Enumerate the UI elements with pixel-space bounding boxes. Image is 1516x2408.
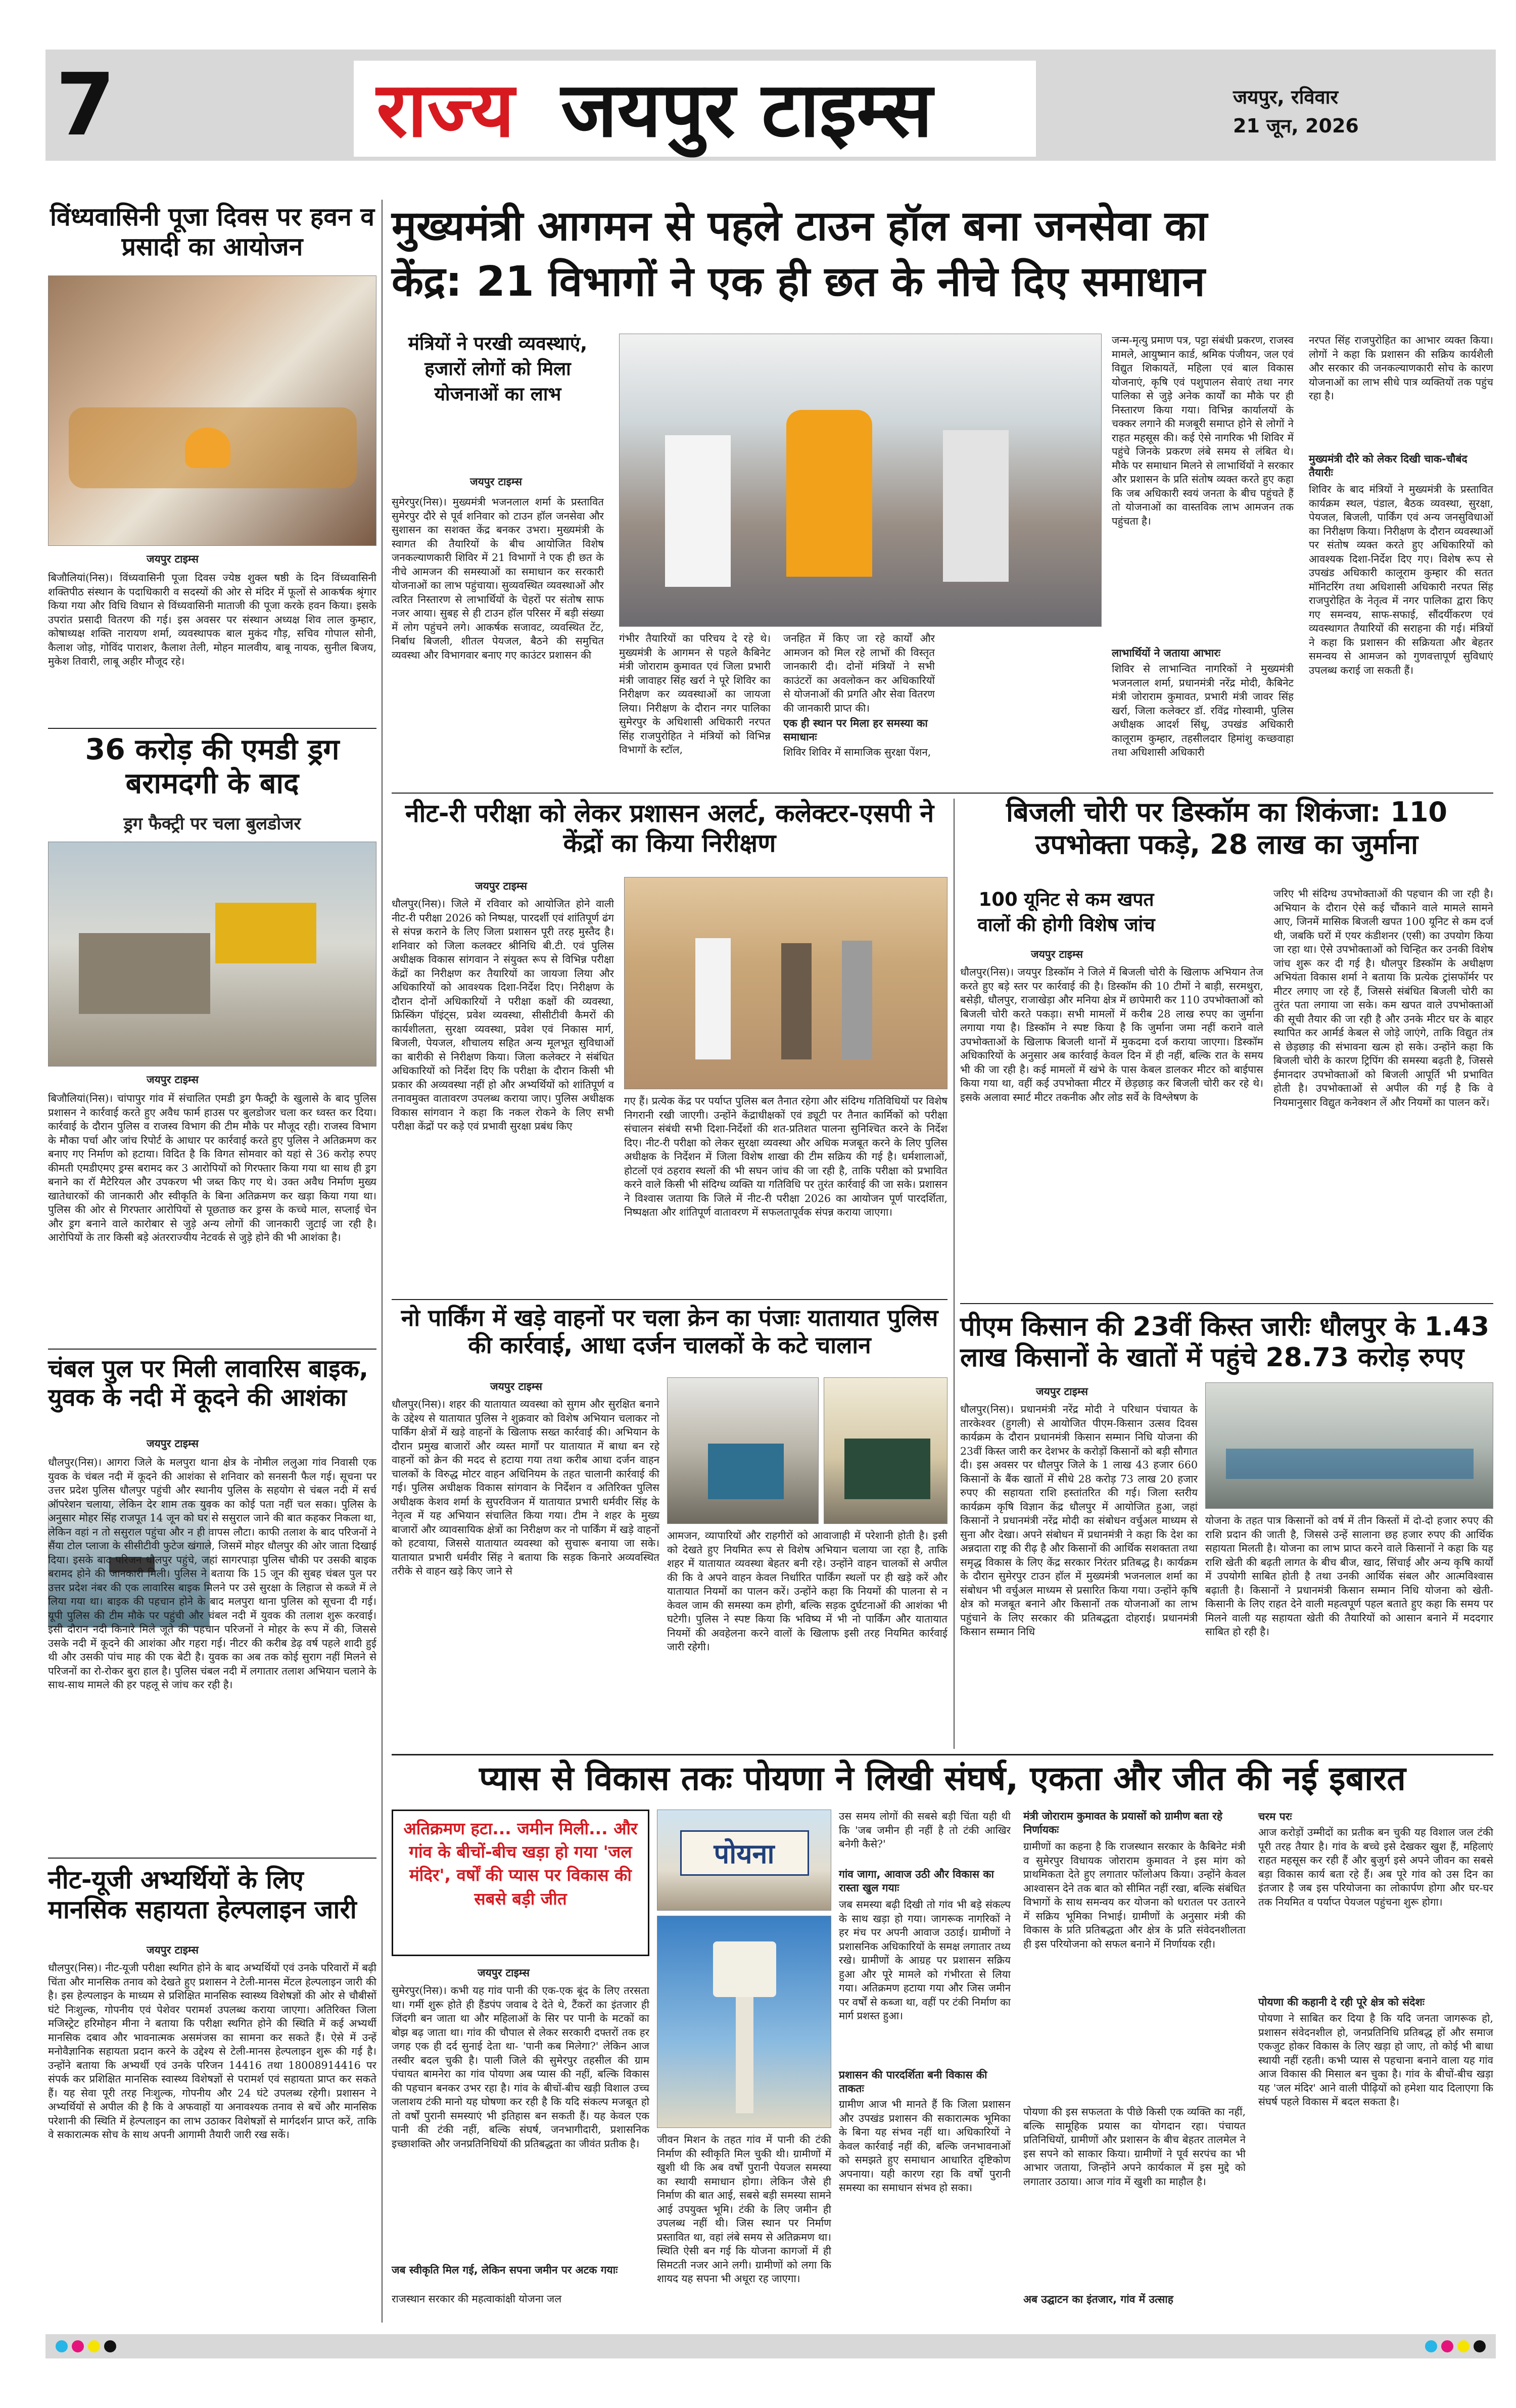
s1-body: बिजौलियां(निस)। विंध्यवासिनी पूजा दिवस ज्येष्ठ शुक्ल षष्ठी के दिन विंध्यवासिनी शक्तिपीठ संस्थान के पदाधिकारी व सदस्यों की ओर से मंदिर में फूलों से आकर्षक श्रृंगार किया गया और विधि विधान से विंध्यवासिनी माताजी की पूजा करके हवन किया। इसके उपरांत प्रसादी वितरण की गई। इस अवसर पर संस्थान अध्यक्ष शिव लाल कुम्हार, कोषाध्यक्ष शक्ति नारायण शर्मा, व्यवस्थापक बाल मुकंद गौड़, सचिव गोपाल सोनी, कैलाश जोड़, गोविंद पाराशर, कैलाश तेली, मोहन मालवीय, बाबू नायक, सुनील बिजय, मुकेश तिवारी, लाबू अहीर मौजूद रहे। (48, 572, 376, 667)
divider (48, 1349, 376, 1350)
poyana-col4b: पोयणा ने साबित कर दिया है कि यदि जनता जागरूक हो, प्रशासन संवेदनशील हो, जनप्रतिनिधि प्रतिबद्ध हों और समाज एकजुट होकर विकास के लिए खड़ा हो जाए, तो कोई भी बाधा स्थायी नहीं रहती। कभी प्यास से पहचाना बनाने वाला यह गांव आज विकास की मिसाल बन चुका है। गांव के बीचों-बीच खड़ा यह 'जल मंदिर' आने वाली पीढ़ियों को हमेशा याद दिलाएगा कि संघर्ष पहले विकास में बदल सकता है। (1258, 2012, 1493, 2108)
poyana-col4: आज करोड़ों उम्मीदों का प्रतीक बन चुकी यह विशाल जल टंकी पूरी तरह तैयार है। गांव के बच्चे इसे देखकर खुश हैं, महिलाएं राहत महसूस कर रही हैं और बुजुर्ग इसे अपने जीवन का सबसे बड़ा विकास कार्य बता रहे हैं। अब पूरे गांव को उस दिन का इंतजार है जब इस परियोजना का लोकार्पण होगा और घर-घर तक नियमित व पर्याप्त पेयजल पहुंचना शुरू होगा। (1258, 1826, 1493, 1908)
lead-col4b: शिविर से लाभान्वित नागरिकों ने मुख्यमंत्री भजनलाल शर्मा, प्रधानमंत्री नरेंद्र मोदी, कैबिनेट मंत्री जोराराम कुमावत, प्रभारी मंत्री जावर सिंह खर्रा, जिला कलेक्टर डॉ. रविंद्र गोस्वामी, पुलिस अधीक्षक आदर्श सिंधू, उपखंड अधिकारी कालूराम कुम्हार, तहसीलदार हिमांशु कच्छवाहा तथा अधिशासी अधिकारी (1112, 663, 1294, 758)
neet-col2: गए हैं। प्रत्येक केंद्र पर पर्याप्त पुलिस बल तैनात रहेगा और संदिग्ध गतिविधियों पर विशेष निगरानी रखी जाएगी। उन्होंने केंद्राधीक्षकों एवं ड्यूटी पर तैनात कार्मिकों को परीक्षा संचालन संबंधी सभी दिशा-निर्देशों की शत-प्रतिशत पालना सुनिश्चित करने के निर्देश दिए। नीट-री परीक्षा को लेकर सुरक्षा व्यवस्था और अधिक मजबूत करने के लिए पुलिस अधीक्षक के निर्देशन में जिला विशेष शाखा की टीम सक्रिय की गई है। धर्मशालाओं, होटलों एवं ठहराव स्थलों की भी सघन जांच की जा रही है, ताकि परीक्षा को प्रभावित करने वाले किसी भी संदिग्ध व्यक्ति या गतिविधि पर तुरंत कार्रवाई की जा सके। प्रशासन ने विश्वास जताया कि जिले में नीट-री परीक्षा 2026 का आयोजन पूर्ण पारदर्शिता, निष्पक्षता और शांतिपूर्ण वातावरण में सफलतापूर्वक संपन्न कराया जाएगा। (624, 1095, 947, 1218)
divider (960, 1303, 1493, 1304)
poyana-col2: उस समय लोगों की सबसे बड़ी चिंता यही थी कि 'जब जमीन ही नहीं है तो टंकी आखिर बनेगी कैसे?' (839, 1810, 1011, 1850)
townhall-photo (619, 334, 1102, 627)
poyana-caption: जीवन मिशन के तहत गांव में पानी की टंकी निर्माण की स्वीकृति मिल चुकी थी। ग्रामीणों में खुशी थी कि अब वर्षों पुरानी पेयजल समस्या का स्थायी समाधान होगा। लेकिन जैसे ही निर्माण की बात आई, सबसे बड़ी समस्या सामने आई उपयुक्त भूमि। टंकी के लिए जमीन ही उपलब्ध नहीं थी। जिस स्थान पर निर्माण प्रस्तावित था, वहां लंबे समय से अतिक्रमण था। स्थिति ऐसी बन गई कि योजना कागजों में ही सिमटती नजर आने लगी। ग्रामीणों को लगा कि शायद यह सपना भी अधूरा रह जाएगा। (657, 2134, 831, 2285)
kisan-byline: जयपुर टाइम्स (1036, 1385, 1088, 1398)
crane-photo-1 (667, 1377, 819, 1524)
s3-body: धौलपुर(निस)। आगरा जिले के मलपुरा थाना क्षेत्र के नोमील ललुआ गांव निवासी एक युवक के चंबल नदी में कूदने की आशंका से शनिवार को सनसनी फैल गई। सूचना पर उत्तर प्रदेश पुलिस धौलपुर पहुंची और स्थानीय पुलिस के सहयोग से चंबल नदी में सर्च ऑपरेशन चलाया, लेकिन देर शाम तक युवक का कोई पता नहीं चल सका। पुलिस के अनुसार मोहर सिंह राजपूत 14 जून को घर से ससुराल जाने की बात कहकर निकला था, लेकिन वहां न तो ससुराल पहुंचा और न ही वापस लौटा। काफी तलाश के बाद परिजनों ने सैंया टोल प्लाजा के सीसीटीवी फुटेज खंगाले, जिसमें मोहर धौलपुर की ओर जाता दिखाई दिया। इसके बाद परिजन धौलपुर पहुंचे, जहां सागरपाड़ा पुलिस चौकी पर उसकी बाइक बरामद होने की जानकारी मिली। पुलिस ने बताया कि 15 जून की सुबह चंबल पुल पर उत्तर प्रदेश नंबर की एक लावारिस बाइक मिलने पर उसे सुरक्षा के लिहाज से कब्जे में ले लिया गया था। बाइक की पहचान होने के बाद मलपुरा थाना पुलिस को सूचना दी गई। यूपी पुलिस की टीम मौके पर पहुंची और चंबल नदी में युवक की तलाश शुरू करवाई। इसी दौरान नदी किनारे मिले जूते की पहचान परिजनों ने मोहर के रूप में की, जिससे उसके नदी में कूदने की आशंका और गहरा गई। नीटर की करीब डेढ़ वर्ष पहले शादी हुई थी और उसकी पांच माह की एक बेटी है। युवक का अब तक कोई सुराग नहीं मिलने से परिजनों का रो-रोकर बुरा हाल है। पुलिस चंबल नदी में लगातार तलाश अभियान चलाने के साथ-साथ मामले की हर पहलू से जांच कर रही है। (48, 1456, 376, 1691)
registration-dots-left (56, 2340, 116, 2352)
divider (392, 1754, 1493, 1755)
bijli-col1: धौलपुर(निस)। जयपुर डिस्कॉम ने जिले में बिजली चोरी के खिलाफ अभियान तेज करते हुए बड़े स्तर पर कार्रवाई की है। डिस्कॉम की 10 टीमों ने बाड़ी, सरमथुरा, बसेड़ी, धौलपुर, राजाखेड़ा और मनिया क्षेत्र में छापेमारी कर 110 उपभोक्ताओं को बिजली चोरी करते पकड़ा। सभी मामलों में करीब 28 लाख रुपए का जुर्माना लगाया गया है। डिस्कॉम ने स्पष्ट किया है कि जुर्माना जमा नहीं कराने वाले उपभोक्ताओं के खिलाफ बिजली थानों में मुकदमा दर्ज कराया जाएगा। डिस्कॉम अधिकारियों के अनुसार अब कार्रवाई केवल दिन में ही नहीं, बल्कि रात के समय भी की जा रही है। कई मामलों में खंभे के पास केबल डालकर मीटर को बाईपास किया गया था, वहीं कई उपभोक्ता मीटर में छेड़छाड़ कर बिजली चोरी कर रहे थे। इसके अलावा स्मार्ट मीटर तकनीक और लोड सर्वे के विश्लेषण के (960, 966, 1263, 1103)
lead-col3-subhead: एक ही स्थान पर मिला हर समस्या का समाधानः (783, 717, 928, 743)
crane-col1: धौलपुर(निस)। शहर की यातायात व्यवस्था को सुगम और सुरक्षित बनाने के उद्देश्य से यातायात पुलिस ने शुक्रवार को विशेष अभियान चलाकर नो पार्किंग क्षेत्रों में खड़े वाहनों के खिलाफ सख्त कार्रवाई की। अभियान के दौरान प्रमुख बाजारों और व्यस्त मार्गों पर यातायात में बाधा बन रहे वाहनों को क्रेन की मदद से हटाया गया तथा करीब आधा दर्जन वाहन चालकों के विरुद्ध मोटर वाहन अधिनियम के तहत चालानी कार्रवाई की गई। पुलिस अधीक्षक विकास सांगवान के निर्देशन व अतिरिक्त पुलिस अधीक्षक केशव शर्मा के सुपरविजन में यातायात प्रभारी धर्मवीर सिंह के नेतृत्व में यह अभियान संचालित किया गया। टीम ने शहर के मुख्य बाजारों और व्यावसायिक क्षेत्रों का निरीक्षण कर नो पार्किंग में खड़े वाहनों को हटवाया, जिससे यातायात व्यवस्था को सुचारू बनाया जा सके। यातायात प्रभारी धर्मवीर सिंह ने बताया कि सड़क किनारे अव्यवस्थित तरीके से वाहन खड़े किए जाने से (392, 1398, 659, 1577)
kisan-col2: योजना के तहत पात्र किसानों को वर्ष में तीन किस्तों में दो-दो हजार रुपए की राशि प्रदान की जाती है, जिससे उन्हें सालाना छह हजार रुपए की आर्थिक सहायता मिलती है। योजना का लाभ प्राप्त करने वाले किसानों ने कहा कि यह राशि खेती की बढ़ती लागत के बीच बीज, खाद, सिंचाई और अन्य कृषि कार्यों में उपयोगी साबित होती है तथा उनकी आर्थिक संबल और आत्मविश्वास बढ़ाती है। किसानों ने प्रधानमंत्री किसान सम्मान निधि योजना को खेती-किसानी के लिए राहत देने वाली महत्वपूर्ण पहल बताते हुए कहा कि समय पर मिलने वाली यह सहायता खेती की तैयारियों को आसान बनाने में मददगार साबित हो रही है। (1205, 1514, 1493, 1638)
header-date: 21 जून, 2026 (1233, 115, 1359, 137)
s3-byline: जयपुर टाइम्स (147, 1438, 199, 1450)
exam-center-photo (624, 877, 947, 1089)
kisan-meeting-photo (1205, 1382, 1493, 1509)
lead-col5-subhead: मुख्यमंत्री दौरे को लेकर दिखी चाक-चौबंद तैयारीः (1309, 453, 1467, 479)
lead-col3: जनहित में किए जा रहे कार्यों और आमजन को मिल रहे लाभों की विस्तृत जानकारी दी। दोनों मंत्रियों ने सभी काउंटरों का अवलोकन कर अधिकारियों से योजनाओं की प्रगति और सेवा वितरण की जानकारी प्राप्त की। (783, 632, 935, 714)
column-divider (954, 1304, 955, 1749)
masthead-title: जयपुर टाइम्स (561, 66, 933, 154)
lead-col3b: शिविर शिविर में सामाजिक सुरक्षा पेंशन, (783, 746, 931, 758)
header-city-day: जयपुर, रविवार (1233, 86, 1339, 108)
lead-col4-full: जन्म-मृत्यु प्रमाण पत्र, पट्टा संबंधी प्रकरण, राजस्व मामले, आयुष्मान कार्ड, श्रमिक पंजीयन, जल एवं विद्युत शिकायतें, महिला एवं बाल विकास योजनाएं, कृषि एवं पशुपालन सेवाएं तथा नगर पालिका से जुड़े अनेक कार्यों का मौके पर ही निस्तारण किया गया। विभिन्न कार्यालयों के चक्कर लगाने की मजबूरी समाप्त होने से लोगों ने राहत महसूस की। कई ऐसे नागरिक भी शिविर में पहुंचे जिनके प्रकरण लंबे समय से लंबित थे। मौके पर समाधान मिलने से लाभार्थियों ने सरकार और प्रशासन के प्रति संतोष व्यक्त करते हुए कहा कि जब अधिकारी स्वयं जनता के बीच पहुंचते हैं तो योजनाओं का वास्तविक लाभ आमजन तक पहुंचता है। (1112, 334, 1294, 527)
cyan-dot (56, 2340, 68, 2352)
bijli-headline: बिजली चोरी पर डिस्कॉम का शिकंजा: 110 उपभोक्ता पकड़े, 28 लाख का जुर्माना (1006, 796, 1448, 860)
crane-photo-2 (824, 1377, 947, 1524)
poyana-col1: सुमेरपुर(निस)। कभी यह गांव पानी की एक-एक बूंद के लिए तरसता था। गर्मी शुरू होते ही हैंडपंप जवाब दे देते थे, टैंकरों का इंतजार ही जिंदगी बन जाता था और महिलाओं के सिर पर पानी के मटकों का बोझ बढ़ जाता था। गांव की चौपाल से लेकर सरकारी दफ्तरों तक हर जगह एक ही दर्द सुनाई देता था- 'पानी कब मिलेगा?' लेकिन आज तस्वीर बदल चुकी है। पाली जिले की सुमेरपुर तहसील की ग्राम पंचायत बामनेरा का गांव पोयणा अब प्यास की नहीं, बल्कि विकास की पहचान बनकर उभर रहा है। गांव के बीचों-बीच खड़ी विशाल उच्च जलाशय टंकी मानो यह घोषणा कर रही है कि यदि संकल्प मजबूत हो तो वर्षों पुरानी समस्याएं भी इतिहास बन सकती हैं। यह केवल एक पानी की टंकी नहीं, बल्कि संघर्ष, जनभागीदारी, प्रशासनिक इच्छाशक्ति और जनप्रतिनिधियों की प्रतिबद्धता का जीवंत प्रतीक है। (392, 1984, 649, 2150)
divider (48, 728, 376, 729)
poyana-col1-subhead: जब स्वीकृति मिल गई, लेकिन सपना जमीन पर अटक गयाः (392, 2264, 618, 2276)
poyana-col3-subhead2: अब उद्घाटन का इंतजार, गांव में उत्साह (1023, 2293, 1173, 2305)
magenta-dot (1441, 2340, 1453, 2352)
s2-byline: जयपुर टाइम्स (147, 1074, 199, 1086)
lead-headline-2: केंद्र: 21 विभागों ने एक ही छत के नीचे दिए समाधान (392, 258, 1205, 306)
poyana-col2b: जब समस्या बढ़ी दिखी तो गांव भी बड़े संकल्प के साथ खड़ा हो गया। जागरूक नागरिकों ने हर मंच पर अपनी आवाज उठाई। ग्रामीणों ने प्रशासनिक अधिकारियों के समक्ष लगातार तथ्य रखे। ग्रामीणों के आग्रह पर प्रशासन सक्रिय हुआ और पूरे मामले को गंभीरता से लिया गया। अतिक्रमण हटाया गया और जिस जमीन पर वर्षों से कब्जा था, वहीं पर टंकी निर्माण का मार्ग प्रशस्त हुआ। (839, 1898, 1011, 2022)
s2-subheadline: ड्रग फैक्ट्री पर चला बुलडोजर (123, 814, 301, 834)
s3-headline: चंबल पुल पर मिली लावारिस बाइक, युवक के नदी में कूदने की आशंका (48, 1355, 368, 1412)
water-tank-photo (657, 1916, 831, 2128)
bijli-col2: जरिए भी संदिग्ध उपभोक्ताओं की पहचान की जा रही है। अभियान के दौरान ऐसे कई चौंकाने वाले मामले सामने आए, जिनमें मासिक बिजली खपत 100 यूनिट से कम दर्ज थी, जबकि घरों में एयर कंडीशनर (एसी) का उपयोग किया जा रहा था। ऐसे उपभोक्ताओं को चिन्हित कर उनकी विशेष जांच शुरू कर दी गई है। धौलपुर डिस्कॉम के अधीक्षण अभियंता विकास शर्मा ने बताया कि प्रत्येक ट्रांसफॉर्मर पर मीटर लगाए जा रहे हैं, जिससे संबंधित बिजली चोरी का तुरंत पता लगाया जा सके। कम खपत वाले उपभोक्ताओं की सूची तैयार की जा रही है और उनके मीटर घर के बाहर स्थापित कर आर्मर्ड केबल से जोड़े जाएंगे, ताकि विद्युत तंत्र से छेड़छाड़ की संभावना खत्म हो सके। उन्होंने कहा कि बिजली चोरी के कारण ट्रिपिंग की समस्या बढ़ती है, जिससे ईमानदार उपभोक्ताओं को बिजली आपूर्ति भी प्रभावित होती है। उपभोक्ताओं से अपील की गई है कि वे नियमानुसार विद्युत कनेक्शन लें और नियमों का पालन करें। (1273, 888, 1493, 1108)
neet-col1: धौलपुर(निस)। जिले में रविवार को आयोजित होने वाली नीट-री परीक्षा 2026 को निष्पक्ष, पारदर्शी एवं शांतिपूर्ण ढंग से संपन्न कराने के लिए जिला प्रशासन पूरी तरह मुस्तैद है। शनिवार को जिला कलक्टर श्रीनिधि बी.टी. एवं पुलिस अधीक्षक विकास सांगवान ने संयुक्त रूप से विभिन्न परीक्षा केंद्रों का निरीक्षण कर तैयारियों का जायजा लिया और अधिकारियों को आवश्यक दिशा-निर्देश दिए। निरीक्षण के दौरान दोनों अधिकारियों ने परीक्षा कक्षों की व्यवस्था, फ्रिस्किंग पॉइंट्स, प्रवेश व्यवस्था, सीसीटीवी कैमरों की कार्यशीलता, सुरक्षा व्यवस्था, प्रवेश एवं निकास मार्ग, बिजली, पेयजल, शौचालय सहित अन्य मूलभूत सुविधाओं का बारीकी से निरीक्षण किया। जिला कलेक्टर ने संबंधित अधिकारियों को निर्देश दिए कि परीक्षा के दौरान किसी भी प्रकार की अव्यवस्था नहीं हो और अभ्यर्थियों को शांतिपूर्ण व तनावमुक्त वातावरण उपलब्ध कराया जाए। पुलिस अधीक्षक विकास सांगवान ने कहा कि नकल रोकने के लिए सभी परीक्षा केंद्रों पर कड़े एवं प्रभावी सुरक्षा प्रबंध किए (392, 898, 614, 1132)
magenta-dot (72, 2340, 84, 2352)
poyana-sidebox-text: अतिक्रमण हटा... जमीन मिली... और गांव के बीचों-बीच खड़ा हो गया 'जल मंदिर', वर्षों की प्यास पर विकास की सबसे बड़ी जीत (403, 1819, 638, 1909)
s4-byline: जयपुर टाइम्स (147, 1944, 199, 1956)
poyana-col4-subhead2: पोयणा की कहानी दे रही पूरे क्षेत्र को संदेशः (1258, 1996, 1425, 2008)
bijli-byline: जयपुर टाइम्स (1031, 948, 1083, 960)
kisan-headline: पीएम किसान की 23वीं किस्त जारीः धौलपुर के 1.43 लाख किसानों के खातों में पहुंचे 28.73 करोड़ रुपए (960, 1312, 1490, 1373)
divider (392, 1299, 947, 1300)
poyana-col4-subhead: चरम परः (1258, 1811, 1292, 1823)
footer-bar (45, 2334, 1496, 2358)
lead-col2: गंभीर तैयारियों का परिचय दे रहे थे। मुख्यमंत्री के आगमन से पहले कैबिनेट मंत्री जोराराम कुमावत एवं जिला प्रभारी मंत्री जावाहर सिंह खर्रा ने पूरे शिविर का निरीक्षण कर व्यवस्थाओं का जायजा लिया। निरीक्षण के दौरान नगर पालिका सुमेरपुर के अधिशासी अधिकारी नरपत सिंह राजपुरोहित ने मंत्रियों को विभिन्न विभागों के स्टॉल, (619, 632, 771, 756)
s4-body: धौलपुर(निस)। नीट-यूजी परीक्षा स्थगित होने के बाद अभ्यर्थियों एवं उनके परिवारों में बढ़ी चिंता और मानसिक तनाव को देखते हुए प्रशासन ने टेली-मानस मेंटल हेल्पलाइन जारी की है। इस हेल्पलाइन के माध्यम से प्रशिक्षित मानसिक स्वास्थ्य विशेषज्ञों की ओर से चौबीसों घंटे निःशुल्क, गोपनीय एवं पेशेवर परामर्श उपलब्ध कराया जाएगा। अतिरिक्त जिला मजिस्ट्रेट हरिमोहन मीना ने बताया कि परीक्षा स्थगित होने की स्थिति में कई अभ्यर्थी मानसिक दबाव और भावनात्मक असमंजस का सामना कर सकते हैं। ऐसे में उन्हें मनोवैज्ञानिक सहायता प्रदान करने के उद्देश्य से टेली-मानस हेल्पलाइन शुरू की गई है। उन्होंने बताया कि अभ्यर्थी एवं उनके परिजन 14416 तथा 18008914416 पर संपर्क कर प्रशिक्षित मानसिक स्वास्थ्य विशेषज्ञों से परामर्श एवं सहायता प्राप्त कर सकते हैं। यह सेवा पूरी तरह निःशुल्क, गोपनीय और 24 घंटे उपलब्ध रहेगी। प्रशासन ने अभ्यर्थियों से अपील की है कि वे अफवाहों या अनावश्यक तनाव से बचें और मानसिक परेशानी की स्थिति में हेल्पलाइन का लाभ उठाकर विशेषज्ञों से मार्गदर्शन प्राप्त करें, ताकि वे सकारात्मक सोच के साथ अपनी आगामी तैयारी जारी रख सकें। (48, 1962, 376, 2141)
lead-headline-1: मुख्यमंत्री आगमन से पहले टाउन हॉल बना जनसेवा का (392, 202, 1207, 250)
lead-col4-subhead: लाभार्थियों ने जताया आभारः (1112, 647, 1221, 659)
page-number: 7 (56, 55, 116, 155)
s1-headline: विंध्यवासिनी पूजा दिवस पर हवन व प्रसादी का आयोजन (50, 202, 375, 261)
poyana-col2-subhead: गांव जागा, आवाज उठी और विकास का रास्ता खुल गयाः (839, 1868, 994, 1894)
poyana-col1b: राजस्थान सरकार की महत्वाकांक्षी योजना जल (392, 2293, 562, 2305)
poyana-col2c: ग्रामीण आज भी मानते हैं कि जिला प्रशासन और उपखंड प्रशासन की सकारात्मक भूमिका के बिना यह संभव नहीं था। अधिकारियों ने केवल कार्रवाई नहीं की, बल्कि जनभावनाओं को समझते हुए समाधान आधारित दृष्टिकोण अपनाया। यही कारण रहा कि वर्षों पुरानी समस्या का समाधान संभव हो सका। (839, 2098, 1011, 2194)
havan-photo (48, 275, 376, 546)
crane-headline: नो पार्किंग में खड़े वाहनों पर चला क्रेन का पंजाः यातायात पुलिस की कार्रवाई, आधा दर्जन चालकों के कटे चालान (401, 1304, 938, 1359)
yellow-dot (1457, 2340, 1470, 2352)
s1-byline: जयपुर टाइम्स (147, 553, 199, 565)
crane-col2: आमजन, व्यापारियों और राहगीरों को आवाजाही में परेशानी होती है। इसी को देखते हुए नियमित रूप से विशेष अभियान चलाया जा रहा है, ताकि शहर में यातायात व्यवस्था बेहतर बनी रहे। उन्होंने वाहन चालकों से अपील की कि वे अपने वाहन केवल निर्धारित पार्किंग स्थलों पर ही खड़े करें और यातायात नियमों का पालन करें। उन्होंने कहा कि नियमों की पालना से न केवल जाम की समस्या कम होगी, बल्कि सड़क दुर्घटनाओं की आशंका भी घटेगी। पुलिस ने स्पष्ट किया कि भविष्य में भी नो पार्किंग और यातायात नियमों की अवहेलना करने वालों के खिलाफ इसी तरह नियमित कार्रवाई जारी रहेगी। (667, 1530, 947, 1653)
poyana-byline: जयपुर टाइम्स (478, 1967, 530, 1979)
s4-headline: नीट-यूजी अभ्यर्थियों के लिए मानसिक सहायता हेल्पलाइन जारी (48, 1865, 357, 1924)
crane-byline: जयपुर टाइम्स (490, 1380, 542, 1393)
column-divider (382, 200, 383, 2323)
neet-byline: जयपुर टाइम्स (475, 880, 527, 892)
s2-body: बिजौलियां(निस)। चांपापुर गांव में संचालित एमडी ड्रग फैक्ट्री के खुलासे के बाद पुलिस प्रशासन ने कार्रवाई करते हुए अवैध फार्म हाउस पर बुलडोजर चला कर ध्वस्त कर दिया। कार्रवाई के दौरान पुलिस व राजस्व विभाग की टीम मौके पर मौजूद रही। राजस्व विभाग के मौका पर्चा और जांच रिपोर्ट के आधार पर कार्रवाई करते हुए पुलिस ने अतिक्रमण कर बनाए गए निर्माण को हटाया। विदित है कि विगत सोमवार को यहां से 36 करोड़ रुपए कीमती एमडीएमए ड्रग्स बरामद कर 3 आरोपियों को गिरफ्तार किया गया था साथ ही ड्रग बनाने का रॉ मैटेरियल और उपकरण भी जब्त किए गए थे। उक्त अवैध निर्माण मुख्य खातेधारकों की जानकारी और स्वीकृति के बिना अतिक्रमण कर खड़ा किया गया था। पुलिस की ओर से गिरफ्तार आरोपियों से पूछताछ कर ड्रग्स के कच्चे माल, सप्लाई चेन और ड्रग बनाने वाले कारोबार से जुड़े अन्य लोगों की जानकारी जुटाई जा रही है। आरोपियों के तार किसी बड़े अंतरराज्यीय नेटवर्क से जुड़े होने की भी आशंका है। (48, 1092, 376, 1243)
section-name: राज्य (376, 66, 515, 154)
lead-deck: मंत्रियों ने परखी व्यवस्थाएं, हजारों लोगों को मिला योजनाओं का लाभ (408, 333, 588, 405)
poyana-col3: ग्रामीणों का कहना है कि राजस्थान सरकार के कैबिनेट मंत्री व सुमेरपुर विधायक जोराराम कुमावत ने इस मांग को प्राथमिकता देते हुए लगातार फॉलोअप किया। उन्होंने केवल आश्वासन देने तक बात को सीमित नहीं रखा, बल्कि संबंधित विभागों के साथ समन्वय कर योजना को धरातल पर उतारने में सक्रिय भूमिका निभाई। ग्रामीणों के अनुसार मंत्री की विकास के प्रति प्रतिबद्धता और क्षेत्र के प्रति संवेदनशीलता ही इस परियोजना को सफल बनाने में निर्णायक रही। (1023, 1840, 1246, 1950)
bijli-deck: 100 यूनिट से कम खपत वालों की होगी विशेष जांच (977, 889, 1155, 936)
neet-headline: नीट-री परीक्षा को लेकर प्रशासन अलर्ट, कलेक्टर-एसपी ने केंद्रों का किया निरीक्षण (405, 799, 934, 858)
bulldozer-photo (48, 842, 376, 1067)
yellow-dot (88, 2340, 100, 2352)
black-dot (1474, 2340, 1486, 2352)
poyana-col3-subhead: मंत्री जोराराम कुमावत के प्रयासों को ग्रामीण बता रहे निर्णायकः (1023, 1810, 1222, 1836)
s2-headline: 36 करोड़ की एमडी ड्रग बरामदगी के बाद (85, 733, 340, 801)
poyana-col3b: पोयणा की इस सफलता के पीछे किसी एक व्यक्ति का नहीं, बल्कि सामूहिक प्रयास का योगदान रहा। पंचायत प्रतिनिधियों, ग्रामीणों और प्रशासन के बीच बेहतर तालमेल ने इस सपने को साकार किया। ग्रामीणों ने पूर्व सरपंच का भी आभार जताया, जिन्होंने अपने कार्यकाल में इस मुद्दे को लगातार उठाया। आज गांव में खुशी का माहौल है। (1023, 2106, 1246, 2188)
lead-col1: सुमेरपुर(निस)। मुख्यमंत्री भजनलाल शर्मा के प्रस्तावित सुमेरपुर दौरे से पूर्व शनिवार को टाउन हॉल जनसेवा और सुशासन का सशक्त केंद्र बनकर उभरा। मुख्यमंत्री के स्वागत की तैयारियों के बीच आयोजित विशेष जनकल्याणकारी शिविर में 21 विभागों ने एक ही छत के नीचे आमजन की समस्याओं का समाधान कर सरकारी योजनाओं का लाभ पहुंचाया। सुव्यवस्थित व्यवस्थाओं और त्वरित निस्तारण से लाभार्थियों के चेहरों पर संतोष साफ नजर आया। सुबह से ही टाउन हॉल परिसर में बड़ी संख्या में लोग पहुंचने लगे। आकर्षक सजावट, व्यवस्थित टेंट, निर्बाध बिजली, शीतल पेयजल, बैठने की समुचित व्यवस्था और विभागवार बनाए गए काउंटर प्रशासन की (392, 496, 604, 661)
poyana-col2-subhead2: प्रशासन की पारदर्शिता बनी विकास की ताकतः (839, 2069, 987, 2095)
lead-col5: नरपत सिंह राजपुरोहित का आभार व्यक्त किया। लोगों ने कहा कि प्रशासन की सक्रिय कार्यशैली और सरकार की जनकल्याणकारी सोच के कारण योजनाओं का लाभ सीधे पात्र व्यक्तियों तक पहुंच रहा है। (1309, 334, 1493, 402)
poyana-headline: प्यास से विकास तकः पोयणा ने लिखी संघर्ष, एकता और जीत की नई इबारत (479, 1759, 1406, 1798)
poyana-sign-text: पोयना (714, 1838, 775, 1870)
lead-col5b: शिविर के बाद मंत्रियों ने मुख्यमंत्री के प्रस्तावित कार्यक्रम स्थल, पंडाल, बैठक व्यवस्था, सुरक्षा, पेयजल, बिजली, पार्किंग एवं अन्य जनसुविधाओं का निरीक्षण किया। निरीक्षण के दौरान व्यवस्थाओं पर संतोष व्यक्त करते हुए अधिकारियों को आवश्यक दिशा-निर्देश दिए गए। विशेष रूप से उपखंड अधिकारी कालूराम कुम्हार की सतत मॉनिटरिंग तथा अधिशासी अधिकारी नरपत सिंह राजपुरोहित के नेतृत्व में नगर पालिका द्वारा किए गए समन्वय, साफ-सफाई, सौंदर्यीकरण एवं व्यवस्थागत तैयारियों की सराहना की गई। मंत्रियों ने कहा कि प्रशासन की सक्रियता और बेहतर समन्वय से आमजन को गुणवत्तापूर्ण सुविधाएं उपलब्ध कराई जा सकती हैं। (1309, 483, 1493, 676)
kisan-col1: धौलपुर(निस)। प्रधानमंत्री नरेंद्र मोदी ने परिधान पंचायत के तारकेश्वर (हुगली) से आयोजित पीएम-किसान उत्सव दिवस कार्यक्रम के दौरान प्रधानमंत्री किसान सम्मान निधि योजना की 23वीं किस्त जारी कर देशभर के करोड़ों किसानों को बड़ी सौगात दी। इस अवसर पर धौलपुर जिले के 1 लाख 43 हजार 660 किसानों के बैंक खातों में सीधे 28 करोड़ 73 लाख 20 हजार रुपए की सहायता राशि हस्तांतरित की गई। जिला स्तरीय कार्यक्रम कृषि विज्ञान केंद्र धौलपुर में आयोजित हुआ, जहां किसानों ने प्रधानमंत्री नरेंद्र मोदी का संबोधन वर्चुअल माध्यम से सुना और देखा। अपने संबोधन में प्रधानमंत्री ने कहा कि देश का अन्नदाता राष्ट्र की रीढ़ है और किसानों की आर्थिक सशक्तता तथा समृद्ध विकास के लिए केंद्र सरकार निरंतर प्रतिबद्ध है। कार्यक्रम के दौरान सुमेरपुर टाउन हॉल में मुख्यमंत्री भजनलाल शर्मा का संबोधन भी वर्चुअल माध्यम से प्रसारित किया गया। उन्होंने कृषि क्षेत्र को मजबूत बनाने और किसानों तक योजनाओं का लाभ पहुंचाने के लिए सरकार की प्रतिबद्धता दोहराई। प्रधानमंत्री किसान सम्मान निधि (960, 1403, 1198, 1638)
divider (392, 793, 1493, 794)
lead-byline: जयपुर टाइम्स (470, 476, 522, 488)
black-dot (104, 2340, 116, 2352)
registration-dots-right (1425, 2340, 1486, 2352)
divider (48, 1858, 376, 1859)
cyan-dot (1425, 2340, 1437, 2352)
